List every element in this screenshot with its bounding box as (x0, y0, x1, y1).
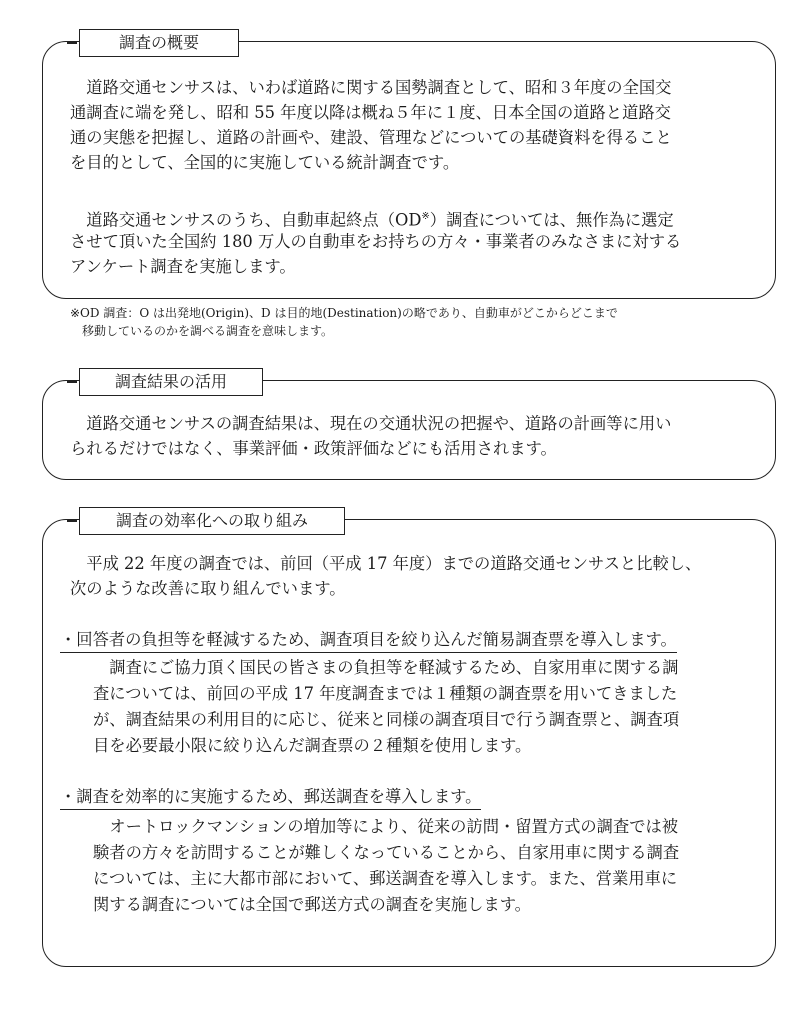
overview-para2-line2: させて頂いた全国約 180 万人の自動車をお持ちの方々・事業者のみなさまに対する (70, 232, 682, 251)
efficiency-title-tick (67, 520, 77, 522)
footnote-line1: ※OD 調査：O は出発地(Origin)、D は目的地(Destination)の略であり、自動車がどこからどこまで (70, 306, 618, 320)
results-usage-line2: られるだけではなく、事業評価・政策評価などにも活用されます。 (70, 439, 557, 458)
overview-para2-line1 (70, 205, 674, 232)
bullet2-line3: については、主に大都市部において、郵送調査を導入します。また、営業用車に (93, 869, 678, 888)
efficiency-intro-line2: 次のような改善に取り組んでいます。 (70, 579, 346, 598)
overview-para2-line3: アンケート調査を実施します。 (70, 257, 296, 276)
bullet1-line4: 目を必要最小限に絞り込んだ調査票の２種類を使用します。 (93, 736, 532, 755)
results-usage-title-tick (67, 381, 77, 383)
bullet1-line3: が、調査結果の利用目的に応じ、従来と同様の調査項目で行う調査票と、調査項 (93, 710, 680, 729)
bullet1-line2: 査については、前回の平成 17 年度調査までは１種類の調査票を用いてきました (93, 684, 678, 703)
bullet1-line1: 調査にご協力頂く国民の皆さまの負担等を軽減するため、自家用車に関する調 (93, 658, 679, 677)
bullet2-heading: ・調査を効率的に実施するため、郵送調査を導入します。 (60, 785, 481, 810)
results-usage-line1: 道路交通センサスの調査結果は、現在の交通状況の把握や、道路の計画等に用い (70, 414, 672, 433)
overview-para1-line2: 通調査に端を発し、昭和 55 年度以降は概ね５年に１度、日本全国の道路と道路交 (70, 103, 671, 122)
efficiency-title: 調査の効率化への取り組み (79, 507, 345, 535)
overview-title: 調査の概要 (79, 29, 239, 57)
overview-para2-line1-post: ）調査については、無作為に選定 (429, 210, 674, 230)
overview-para1-line3: 通の実態を把握し、道路の計画や、建設、管理などについての基礎資料を得ること (70, 128, 672, 147)
bullet2-line2: 験者の方々を訪問することが難しくなっていることから、自家用車に関する調査 (93, 843, 680, 862)
efficiency-intro-line1: 平成 22 年度の調査では、前回（平成 17 年度）までの道路交通センサスと比較し、 (70, 554, 702, 573)
od-footnote-mark: ※ (421, 211, 430, 222)
overview-title-tick (67, 42, 77, 44)
overview-para1-line1: 道路交通センサスは、いわば道路に関する国勢調査として、昭和３年度の全国交 (70, 78, 672, 97)
bullet2-line1: オートロックマンションの増加等により、従来の訪問・留置方式の調査では被 (93, 817, 679, 836)
bullet2-line4: 関する調査については全国で郵送方式の調査を実施します。 (93, 895, 531, 914)
overview-para2-line1-pre: 道路交通センサスのうち、自動車起終点（OD (70, 210, 422, 230)
results-usage-title: 調査結果の活用 (79, 368, 263, 396)
bullet1-heading: ・回答者の負担等を軽減するため、調査項目を絞り込んだ簡易調査票を導入します。 (60, 628, 677, 653)
footnote-line2: 移動しているのかを調べる調査を意味します。 (70, 324, 334, 338)
overview-para1-line4: を目的として、全国的に実施している統計調査です。 (70, 153, 460, 172)
